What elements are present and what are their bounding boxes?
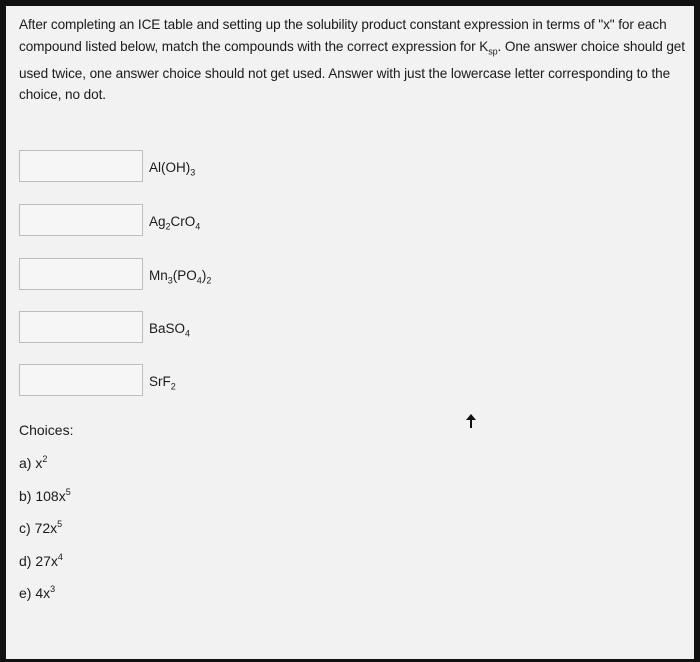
- compound-label-5: SrF$_2$: [149, 374, 176, 392]
- ksp-subscript: sp: [488, 46, 498, 57]
- choice-d: d) $27x^4$: [19, 552, 63, 569]
- question-row-3: [19, 258, 319, 292]
- compound-label-2: $Ag_2CrO_4$: [149, 214, 201, 232]
- answer-input-1[interactable]: [19, 150, 143, 182]
- mouse-cursor-icon: [464, 413, 478, 429]
- question-row-4: [19, 311, 319, 345]
- answer-input-5[interactable]: [19, 364, 143, 396]
- choice-b: b) $108x^5$: [19, 487, 71, 504]
- choices-title: Choices:: [19, 422, 74, 438]
- answer-input-3[interactable]: [19, 258, 143, 290]
- compound-label-1: $Al(OH)_3$: [149, 160, 196, 178]
- answer-input-2[interactable]: [19, 204, 143, 236]
- instructions-text: After completing an ICE table and setting up the solubility product constant expression in terms of "x" for each compound listed below, match the compounds with the correct expression for $K_{sp}$. One answer choice should get used twice, one answer choice should not get used. Answer with just the lowercase letter corresponding to the choice, no dot.: [19, 17, 685, 103]
- compound-label-3: $Mn_3(PO_4)_2$: [149, 268, 212, 286]
- choice-e: e) $4x^3$: [19, 584, 56, 601]
- choice-a: a) $x^2$: [19, 454, 48, 471]
- choice-c: c) $72x^5$: [19, 519, 63, 536]
- answer-input-4[interactable]: [19, 311, 143, 343]
- compound-label-4: BaSO$_4$: [149, 321, 191, 339]
- question-row-1: [19, 150, 319, 184]
- question-row-5: [19, 364, 319, 398]
- question-row-2: [19, 204, 319, 238]
